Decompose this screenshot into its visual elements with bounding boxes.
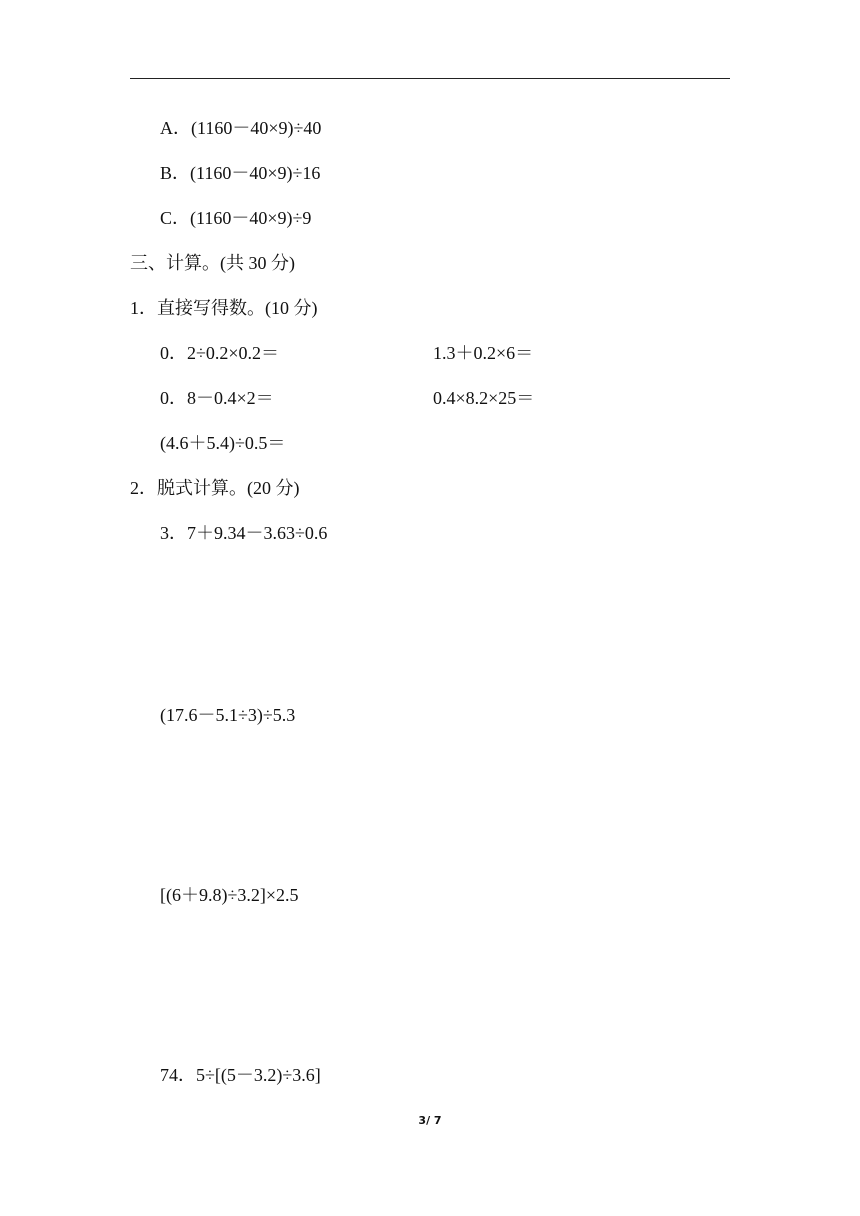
question-2-title: 2．脱式计算。(20 分) <box>130 478 300 498</box>
mental-math-item: 0.4×8.2×25＝ <box>433 388 535 408</box>
page-number: 3/ 7 <box>418 1114 442 1127</box>
mental-math-item: (4.6＋5.4)÷0.5＝ <box>160 433 286 453</box>
option-b: B．(1160－40×9)÷16 <box>160 163 321 183</box>
step-calc-item: [(6＋9.8)÷3.2]×2.5 <box>160 885 299 905</box>
section-title: 三、计算。(共 30 分) <box>130 253 295 273</box>
header-rule <box>130 78 730 79</box>
mental-math-item: 0．2÷0.2×0.2＝ <box>160 343 280 363</box>
mental-math-item: 0．8－0.4×2＝ <box>160 388 274 408</box>
step-calc-item: 3．7＋9.34－3.63÷0.6 <box>160 523 328 543</box>
step-calc-item: (17.6－5.1÷3)÷5.3 <box>160 705 296 725</box>
option-a: A．(1160－40×9)÷40 <box>160 118 322 138</box>
mental-math-item: 1.3＋0.2×6＝ <box>433 343 534 363</box>
step-calc-item: 74．5÷[(5－3.2)÷3.6] <box>160 1065 321 1085</box>
option-c: C．(1160－40×9)÷9 <box>160 208 312 228</box>
question-1-title: 1．直接写得数。(10 分) <box>130 298 318 318</box>
